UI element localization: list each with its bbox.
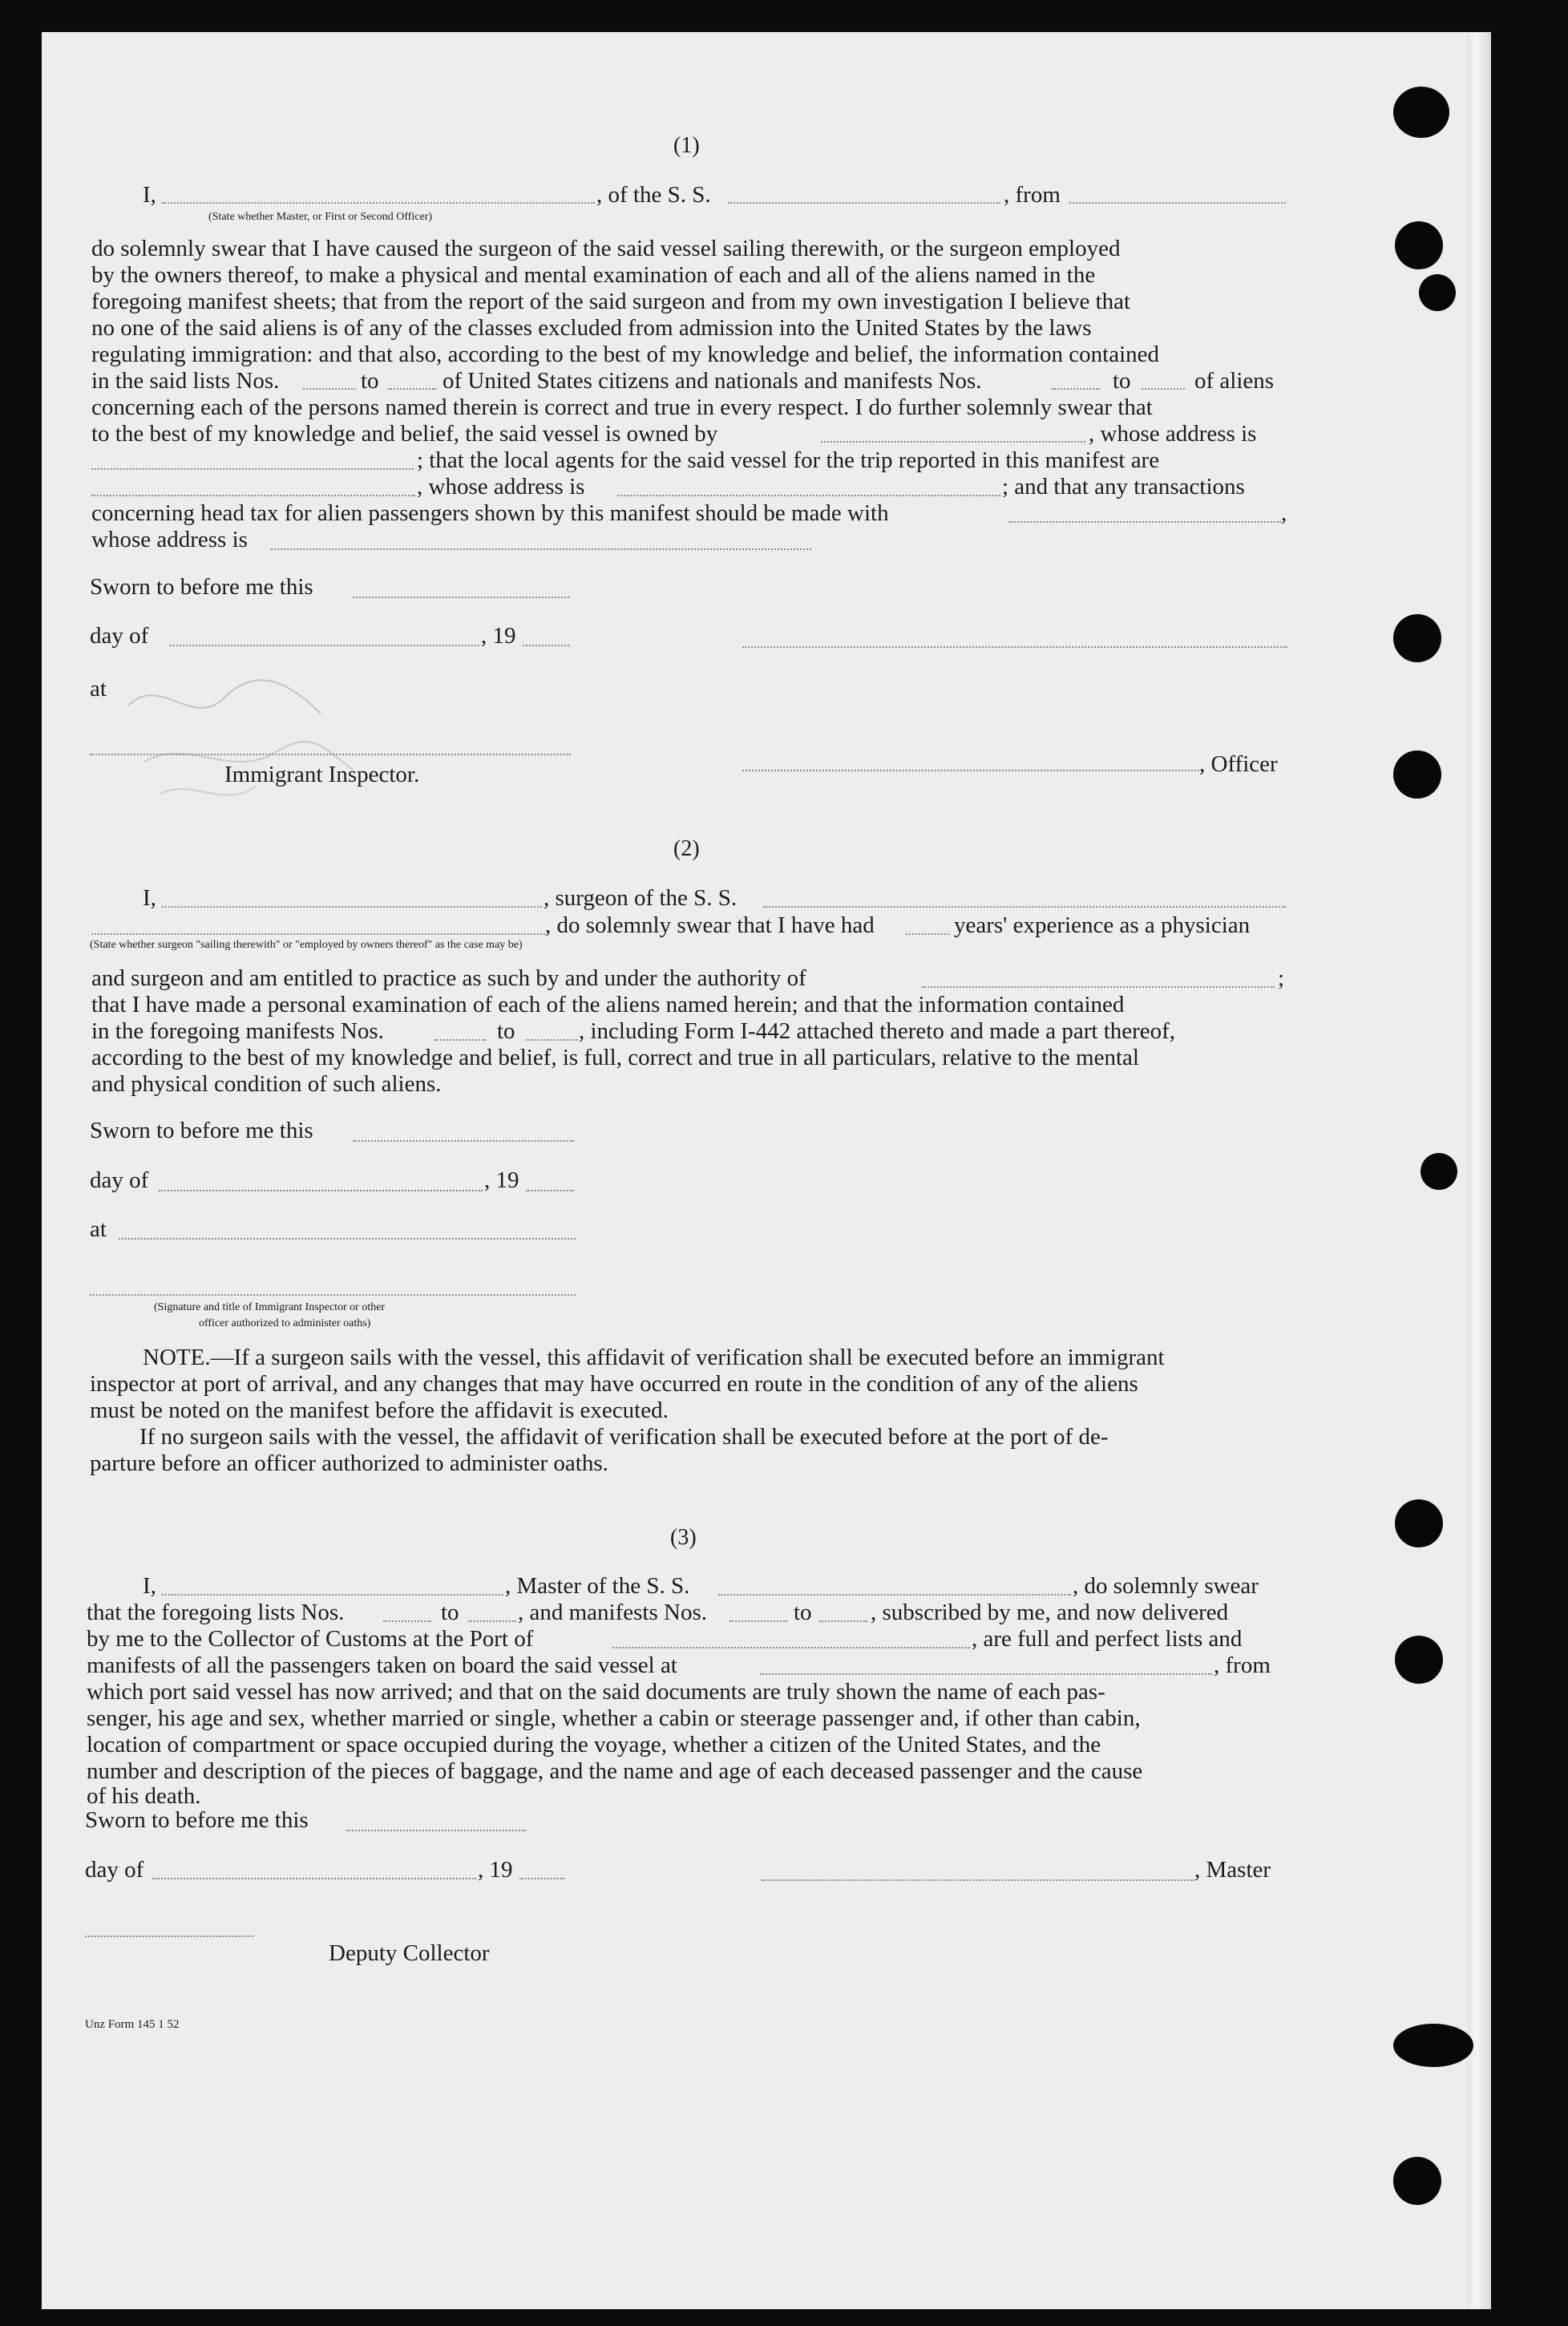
s2-semicolon: ; [1278, 965, 1285, 991]
s1-day-of-label: day of [90, 623, 149, 649]
s3-lists-from-field[interactable] [383, 1620, 431, 1622]
binder-hole [1393, 750, 1441, 799]
s1-year-label: , 19 [481, 623, 516, 649]
s1-sworn-field[interactable] [353, 597, 569, 598]
s2-years-field[interactable] [906, 933, 949, 935]
s3-collector-label: by me to the Collector of Customs at the Port of [87, 1626, 534, 1652]
s3-deputy-label: Deputy Collector [329, 1940, 490, 1966]
s1-head-tax-label: concerning head tax for alien passengers shown by this manifest should be made with [91, 500, 889, 526]
section-1-number: (1) [673, 133, 700, 158]
s1-agents-field[interactable] [91, 495, 415, 496]
form-number: Unz Form 145 1 52 [85, 2018, 180, 2031]
s2-day-of-label: day of [90, 1167, 149, 1193]
s1-head-tax-address-field[interactable] [271, 548, 811, 550]
binder-hole [1395, 1636, 1443, 1684]
s3-i-label: I, [143, 1573, 156, 1599]
s1-body [91, 236, 1287, 368]
binder-hole [1393, 2024, 1473, 2067]
sheet-right-edge [1467, 32, 1491, 2309]
s3-boarded-at-field[interactable] [760, 1673, 1212, 1675]
s2-authority-field[interactable] [922, 986, 1275, 988]
s1-concerning: concerning each of the persons named therein is correct and true in every respect. I do further solemnly swear that [91, 394, 1153, 420]
s3-manifests-label: , and manifests Nos. [518, 1600, 707, 1625]
s2-condition: and physical condition of such aliens. [91, 1071, 442, 1097]
s3-manifests-from-field[interactable] [729, 1620, 787, 1622]
s1-owner-address-field[interactable] [91, 468, 414, 470]
note-p1-line: NOTE.—If a surgeon sails with the vessel, this affidavit of verification shall be executed before an immigrant [143, 1345, 1165, 1370]
s1-of-ss-label: , of the S. S. [596, 182, 711, 208]
s3-master-name-field[interactable] [162, 1594, 503, 1596]
s1-at-label: at [90, 676, 107, 702]
s1-body-line: no one of the said aliens is of any of the classes excluded from admission into the United States by the laws [91, 315, 1092, 341]
s1-body-line: do solemnly swear that I have caused the surgeon of the said vessel sailing therewith, or the surgeon employed [91, 236, 1121, 261]
s2-manifests-from-field[interactable] [434, 1039, 486, 1041]
s2-exam: that I have made a personal examination of each of the aliens named herein; and that the information contained [91, 992, 1125, 1017]
s2-surgeon-note: (State whether surgeon "sailing therewith" or "employed by owners thereof" as the case may be) [90, 939, 523, 951]
s2-foregoing-label: in the foregoing manifests Nos. [91, 1018, 384, 1044]
s2-year-label: , 19 [484, 1167, 519, 1193]
s3-lists-to-field[interactable] [468, 1620, 516, 1622]
binder-hole [1393, 2157, 1441, 2205]
s3-from-label: , from [1214, 1652, 1271, 1678]
s3-deputy-signature-field[interactable] [85, 1936, 253, 1937]
s2-day-field[interactable] [159, 1190, 483, 1191]
s2-sworn-label: Sworn to before me this [90, 1118, 313, 1143]
s1-officer-signature-field[interactable] [742, 770, 1199, 771]
s2-including-label: , including Form I-442 attached thereto and made a part thereof, [579, 1018, 1176, 1044]
section-3-number: (3) [670, 1525, 697, 1550]
s3-master-of-label: , Master of the S. S. [505, 1573, 690, 1599]
note-p1-line: inspector at port of arrival, and any changes that may have occurred en route in the condition of any of the aliens [90, 1371, 1138, 1397]
binder-hole [1393, 614, 1441, 662]
s2-at-label: at [90, 1216, 107, 1242]
s3-sworn-label: Sworn to before me this [85, 1807, 309, 1833]
s2-year-field[interactable] [526, 1190, 574, 1191]
note-p2-line: parture before an officer authorized to administer oaths. [90, 1450, 608, 1476]
s3-year-field[interactable] [519, 1878, 564, 1879]
binder-hole [1419, 274, 1456, 311]
binder-hole [1395, 1499, 1443, 1547]
s3-master-label: , Master [1194, 1857, 1271, 1883]
section-2-number: (2) [673, 836, 700, 861]
s2-sig-note-2: officer authorized to administer oaths) [199, 1317, 371, 1329]
s3-port-field[interactable] [612, 1647, 970, 1648]
s1-whose-address: , whose address is [1089, 421, 1257, 447]
s1-manifests-to-field[interactable] [1142, 388, 1185, 390]
s1-owned-label: to the best of my knowledge and belief, the said vessel is owned by [91, 421, 718, 447]
s2-swear-label: , do solemnly swear that I have had [545, 912, 875, 938]
s1-lists-citizens: of United States citizens and nationals and manifests Nos. [443, 368, 982, 394]
s3-vessel-field[interactable] [718, 1594, 1071, 1596]
s1-inspector-signature-field[interactable] [90, 754, 571, 755]
s1-agents-address-label: , whose address is [417, 474, 585, 500]
s2-vessel-field[interactable] [763, 906, 1286, 908]
s1-transactions-label: ; and that any transactions [1002, 474, 1245, 500]
s1-lists-label: in the said lists Nos. [91, 368, 280, 394]
s2-according: according to the best of my knowledge and belief, is full, correct and true in all particulars, relative to the mental [91, 1045, 1139, 1070]
s1-inspector-label: Immigrant Inspector. [224, 762, 420, 787]
s1-officer-note: (State whether Master, or First or Second Officer) [208, 211, 433, 223]
s1-owner-field[interactable] [821, 441, 1085, 443]
s1-body-line: regulating immigration: and that also, according to the best of my knowledge and belief, the information contained [91, 342, 1160, 367]
s1-lists-to: to [361, 368, 379, 394]
s1-whose-address-2: whose address is [91, 527, 248, 552]
s2-sig-note-1: (Signature and title of Immigrant Inspector or other [154, 1301, 386, 1313]
s1-day-field[interactable] [170, 645, 479, 646]
s3-manifests-to-field[interactable] [819, 1620, 867, 1622]
s1-lists-to-field[interactable] [388, 388, 436, 390]
s3-body-line: of his death. [87, 1783, 201, 1809]
note-p2-line: If no surgeon sails with the vessel, the affidavit of verification shall be executed before at the port of de- [139, 1424, 1109, 1450]
note-p1-line: must be noted on the manifest before the affidavit is executed. [90, 1398, 669, 1423]
s2-surgeon-name-field[interactable] [162, 906, 542, 908]
s3-body [87, 1679, 1287, 1807]
s1-head-tax-field[interactable] [1008, 521, 1281, 523]
s2-surgeon-of-label: , surgeon of the S. S. [544, 885, 738, 911]
s3-swear-label: , do solemnly swear [1073, 1573, 1259, 1599]
s1-body-line: foregoing manifest sheets; that from the report of the said surgeon and from my own investigation I believe that [91, 289, 1131, 314]
s2-signature-field[interactable] [90, 1294, 576, 1296]
s1-year-field[interactable] [523, 645, 569, 646]
s3-lists-to: to [441, 1600, 459, 1625]
s3-sworn-field[interactable] [346, 1830, 526, 1831]
binder-hole [1395, 221, 1443, 269]
s2-foregoing-to: to [497, 1018, 515, 1044]
s1-agents-label: ; that the local agents for the said vessel for the trip reported in this manifest are [417, 447, 1160, 473]
s1-agents-address-field[interactable] [617, 495, 1000, 496]
s1-manifests-to: to [1113, 368, 1131, 394]
s1-manifests-from-field[interactable] [1052, 388, 1100, 390]
s2-at-field[interactable] [119, 1238, 576, 1240]
s3-subscribed-label: , subscribed by me, and now delivered [871, 1600, 1229, 1625]
s2-authority-label: and surgeon and am entitled to practice as such by and under the authority of [91, 965, 806, 991]
s1-body-line: by the owners thereof, to make a physical and mental examination of each and all of the aliens named in the [91, 262, 1096, 288]
s2-sworn-field[interactable] [353, 1140, 574, 1142]
s2-i-label: I, [143, 885, 156, 911]
s3-body-line: location of compartment or space occupied during the voyage, whether a citizen of the United States, and the [87, 1732, 1101, 1758]
s2-years-label: years' experience as a physician [954, 912, 1251, 938]
s3-body-line: number and description of the pieces of baggage, and the name and age of each deceased passenger and the cause [87, 1758, 1143, 1784]
s3-full-label: , are full and perfect lists and [972, 1626, 1243, 1652]
s1-comma: , [1281, 500, 1287, 526]
s3-year-label: , 19 [478, 1857, 513, 1883]
s3-lists-label: that the foregoing lists Nos. [87, 1600, 345, 1625]
s3-master-signature-field[interactable] [762, 1879, 1194, 1881]
binder-hole [1393, 87, 1449, 138]
s1-i-label: I, [143, 182, 156, 208]
s1-from-field[interactable] [1069, 202, 1286, 204]
s3-day-of-label: day of [85, 1857, 144, 1883]
s2-manifests-to-field[interactable] [526, 1039, 577, 1041]
note-block [90, 1345, 1286, 1477]
s1-vessel-field[interactable] [728, 202, 1000, 204]
s1-officer-label: , Officer [1199, 751, 1278, 777]
binder-hole [1420, 1153, 1457, 1190]
s1-sworn-label: Sworn to before me this [90, 574, 313, 600]
s3-manifests-board-label: manifests of all the passengers taken on board the said vessel at [87, 1652, 677, 1678]
s1-signature-field[interactable] [742, 646, 1287, 648]
s1-of-aliens: of aliens [1194, 368, 1275, 394]
s3-body-line: senger, his age and sex, whether married or single, whether a cabin or steerage passenger and, if other than cabin, [87, 1705, 1141, 1731]
s1-officer-name-field[interactable] [162, 202, 595, 204]
s3-body-line: which port said vessel has now arrived; and that on the said documents are truly shown the name of each pas- [87, 1679, 1105, 1705]
pencil-scribble [112, 657, 369, 818]
s3-manifests-to: to [794, 1600, 812, 1625]
s1-lists-from-field[interactable] [303, 388, 356, 390]
s1-from-label: , from [1004, 182, 1061, 208]
s2-surgeon-status-field[interactable] [91, 933, 545, 935]
s3-day-field[interactable] [152, 1878, 476, 1879]
